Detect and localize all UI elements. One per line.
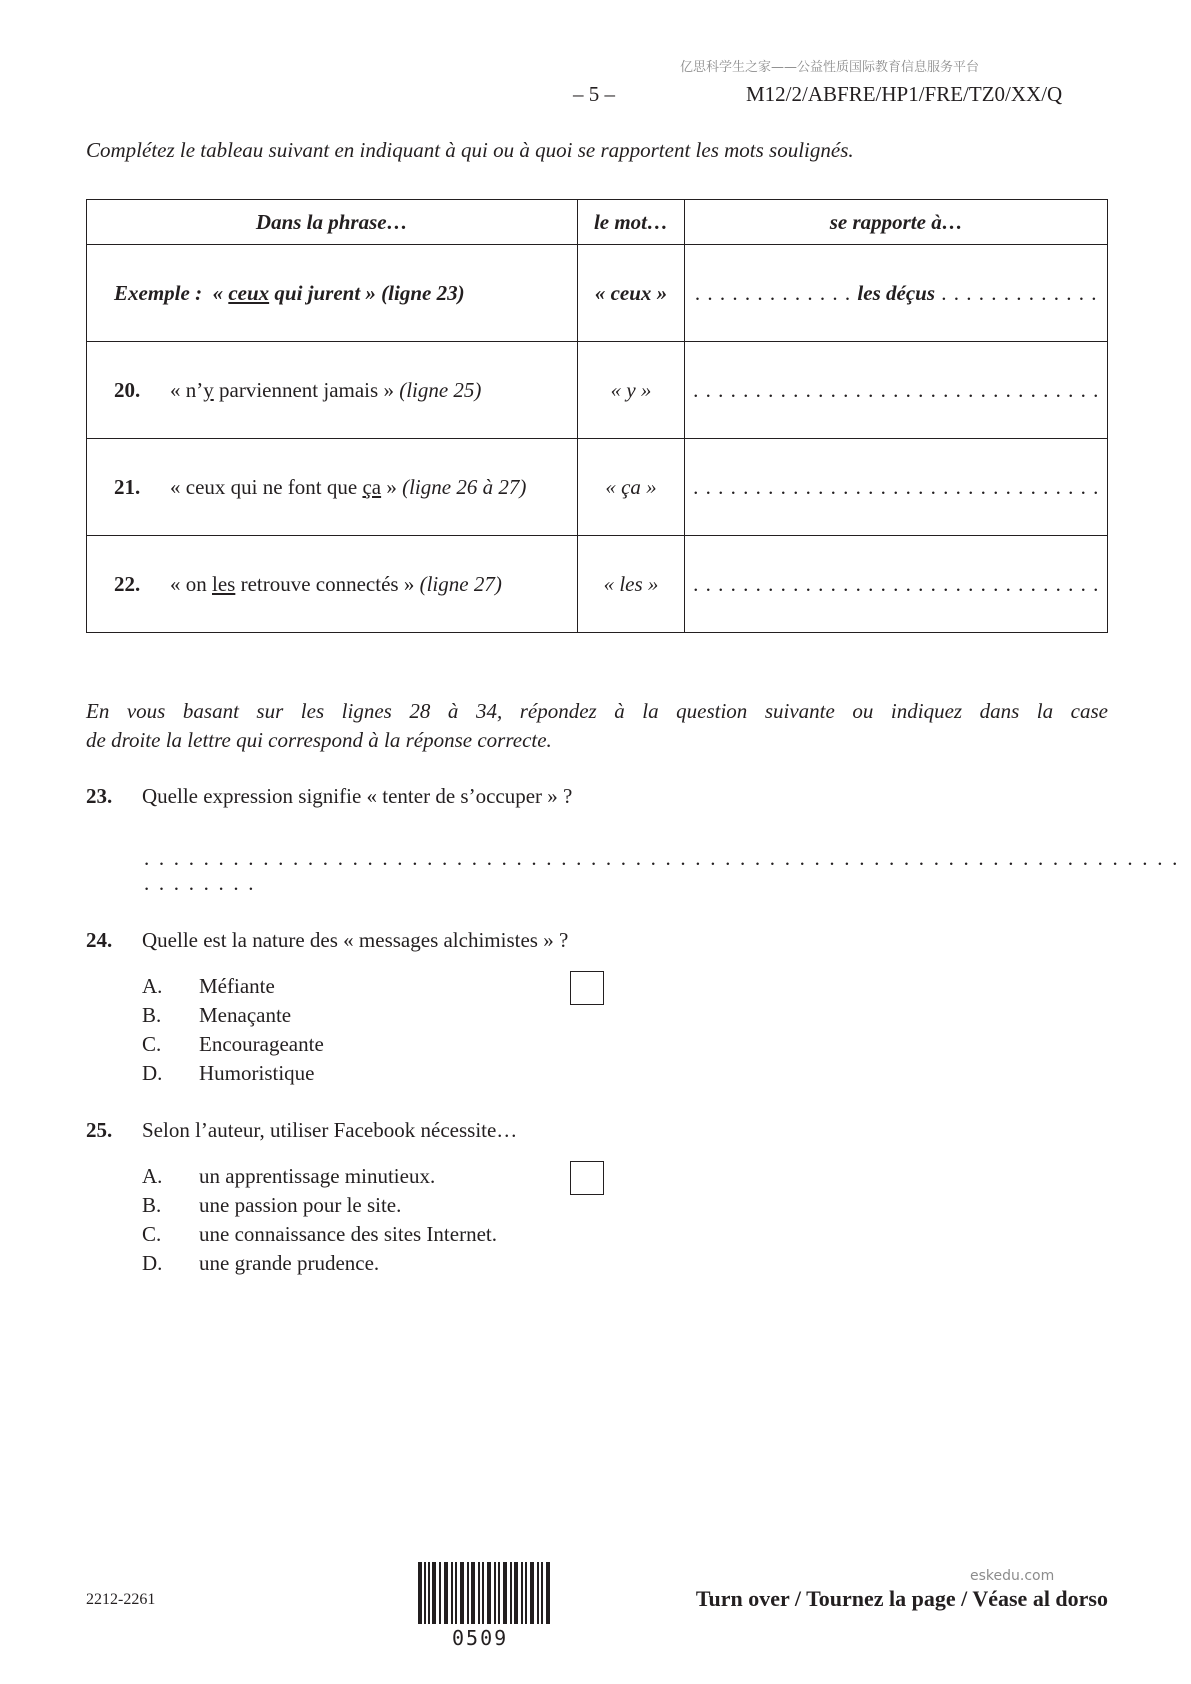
- option-text: une passion pour le site.: [199, 1193, 402, 1217]
- row-underlined: ça: [362, 474, 382, 499]
- row-number: 22.: [114, 571, 141, 596]
- header-refers: se rapporte à…: [685, 200, 1108, 245]
- page-number: – 5 –: [573, 82, 615, 106]
- row-word: « les »: [577, 536, 685, 633]
- row-pre: « n’: [170, 377, 204, 402]
- answer-line[interactable]: . . . . . . . . . . . . . . . . . . . . . . . . . . . . . . . . . . . . . . . . . . . . . . . . . . . . . . . . . . . . . . . . . . . . . . . . . . . . . .: [144, 846, 1180, 895]
- answer-box-25[interactable]: [570, 1161, 604, 1195]
- option-text: Humoristique: [199, 1061, 315, 1085]
- example-dots-before: . . . . . . . . . . . . .: [694, 280, 852, 305]
- example-label: Exemple :: [114, 280, 203, 305]
- row-underlined: y: [203, 377, 214, 402]
- question-number: 24.: [86, 928, 113, 952]
- example-rest: qui jurent » (ligne 23): [274, 280, 465, 305]
- option-text: une grande prudence.: [199, 1251, 380, 1275]
- option-text: une connaissance des sites Internet.: [199, 1222, 497, 1246]
- table-row: [87, 536, 1108, 633]
- example-phrase: [87, 245, 578, 342]
- instruction-table: Complétez le tableau suivant en indiquant à qui ou à quoi se rapportent les mots soulignés.: [86, 138, 854, 162]
- option-text: Méfiante: [199, 974, 275, 998]
- option-letter: D.: [142, 1061, 163, 1085]
- row-number: 21.: [114, 474, 141, 499]
- row-underlined: les: [212, 571, 236, 596]
- row-post: parviennent jamais »: [213, 377, 394, 402]
- question-number: 23.: [86, 784, 113, 808]
- row-post: retrouve connectés »: [235, 571, 415, 596]
- barcode: [418, 1562, 552, 1624]
- question-number: 25.: [86, 1118, 113, 1142]
- example-dots-after: . . . . . . . . . . . . .: [941, 280, 1098, 305]
- row-pre: « ceux qui ne font que: [170, 474, 363, 499]
- instruction-questions-line2: de droite la lettre qui correspond à la réponse correcte.: [86, 728, 552, 752]
- footer-code: 2212-2261: [86, 1591, 156, 1608]
- header-watermark: 亿思科学生之家——公益性质国际教育信息服务平台: [680, 60, 980, 75]
- row-phrase: [87, 342, 578, 439]
- option-text: Menaçante: [199, 1003, 292, 1027]
- table-row: [87, 439, 1108, 536]
- table-row: [87, 342, 1108, 439]
- option-letter: A.: [142, 974, 163, 998]
- answer-dots[interactable]: . . . . . . . . . . . . . . . . . . . . . . . . . . . . . . . . .: [685, 439, 1108, 536]
- option-letter: B.: [142, 1193, 162, 1217]
- option-letter: D.: [142, 1251, 163, 1275]
- turn-over-text: Turn over / Tournez la page / Véase al dorso: [695, 1586, 1108, 1611]
- example-answer: les déçus: [857, 280, 935, 305]
- row-ref: (ligne 25): [399, 377, 482, 402]
- header-word: le mot…: [577, 200, 685, 245]
- option-letter: A.: [142, 1164, 163, 1188]
- row-post: »: [381, 474, 397, 499]
- question-text: Selon l’auteur, utiliser Facebook nécessite…: [142, 1118, 518, 1142]
- example-underlined: ceux: [228, 280, 270, 305]
- row-phrase: [87, 536, 578, 633]
- question-text: Quelle expression signifie « tenter de s’occuper » ?: [142, 784, 573, 808]
- option-letter: C.: [142, 1032, 162, 1056]
- option-letter: B.: [142, 1003, 162, 1027]
- row-phrase: [87, 439, 578, 536]
- reference-table: [86, 199, 1108, 633]
- instruction-questions-line1: En vous basant sur les lignes 28 à 34, répondez à la question suivante ou indiquez dans la case: [86, 699, 1108, 723]
- example-quote-open: «: [212, 280, 224, 305]
- header-phrase: Dans la phrase…: [87, 200, 578, 245]
- option-text: Encourageante: [199, 1032, 324, 1056]
- answer-box-24[interactable]: [570, 971, 604, 1005]
- barcode-number: 0509: [452, 1626, 509, 1650]
- row-word: « y »: [577, 342, 685, 439]
- row-ref: (ligne 26 à 27): [402, 474, 527, 499]
- option-text: un apprentissage minutieux.: [199, 1164, 436, 1188]
- row-number: 20.: [114, 377, 141, 402]
- table-row-example: [87, 245, 1108, 342]
- example-answer-cell: [685, 245, 1108, 342]
- table-header-row: [87, 200, 1108, 245]
- answer-dots[interactable]: . . . . . . . . . . . . . . . . . . . . . . . . . . . . . . . . .: [685, 536, 1108, 633]
- example-word: « ceux »: [577, 245, 685, 342]
- row-ref: (ligne 27): [419, 571, 502, 596]
- option-letter: C.: [142, 1222, 162, 1246]
- row-pre: « on: [170, 571, 212, 596]
- footer-watermark: eskedu.com: [970, 1568, 1055, 1584]
- question-text: Quelle est la nature des « messages alchimistes » ?: [142, 928, 569, 952]
- paper-code: M12/2/ABFRE/HP1/FRE/TZ0/XX/Q: [746, 82, 1063, 106]
- row-word: « ça »: [577, 439, 685, 536]
- answer-dots[interactable]: . . . . . . . . . . . . . . . . . . . . . . . . . . . . . . . . .: [685, 342, 1108, 439]
